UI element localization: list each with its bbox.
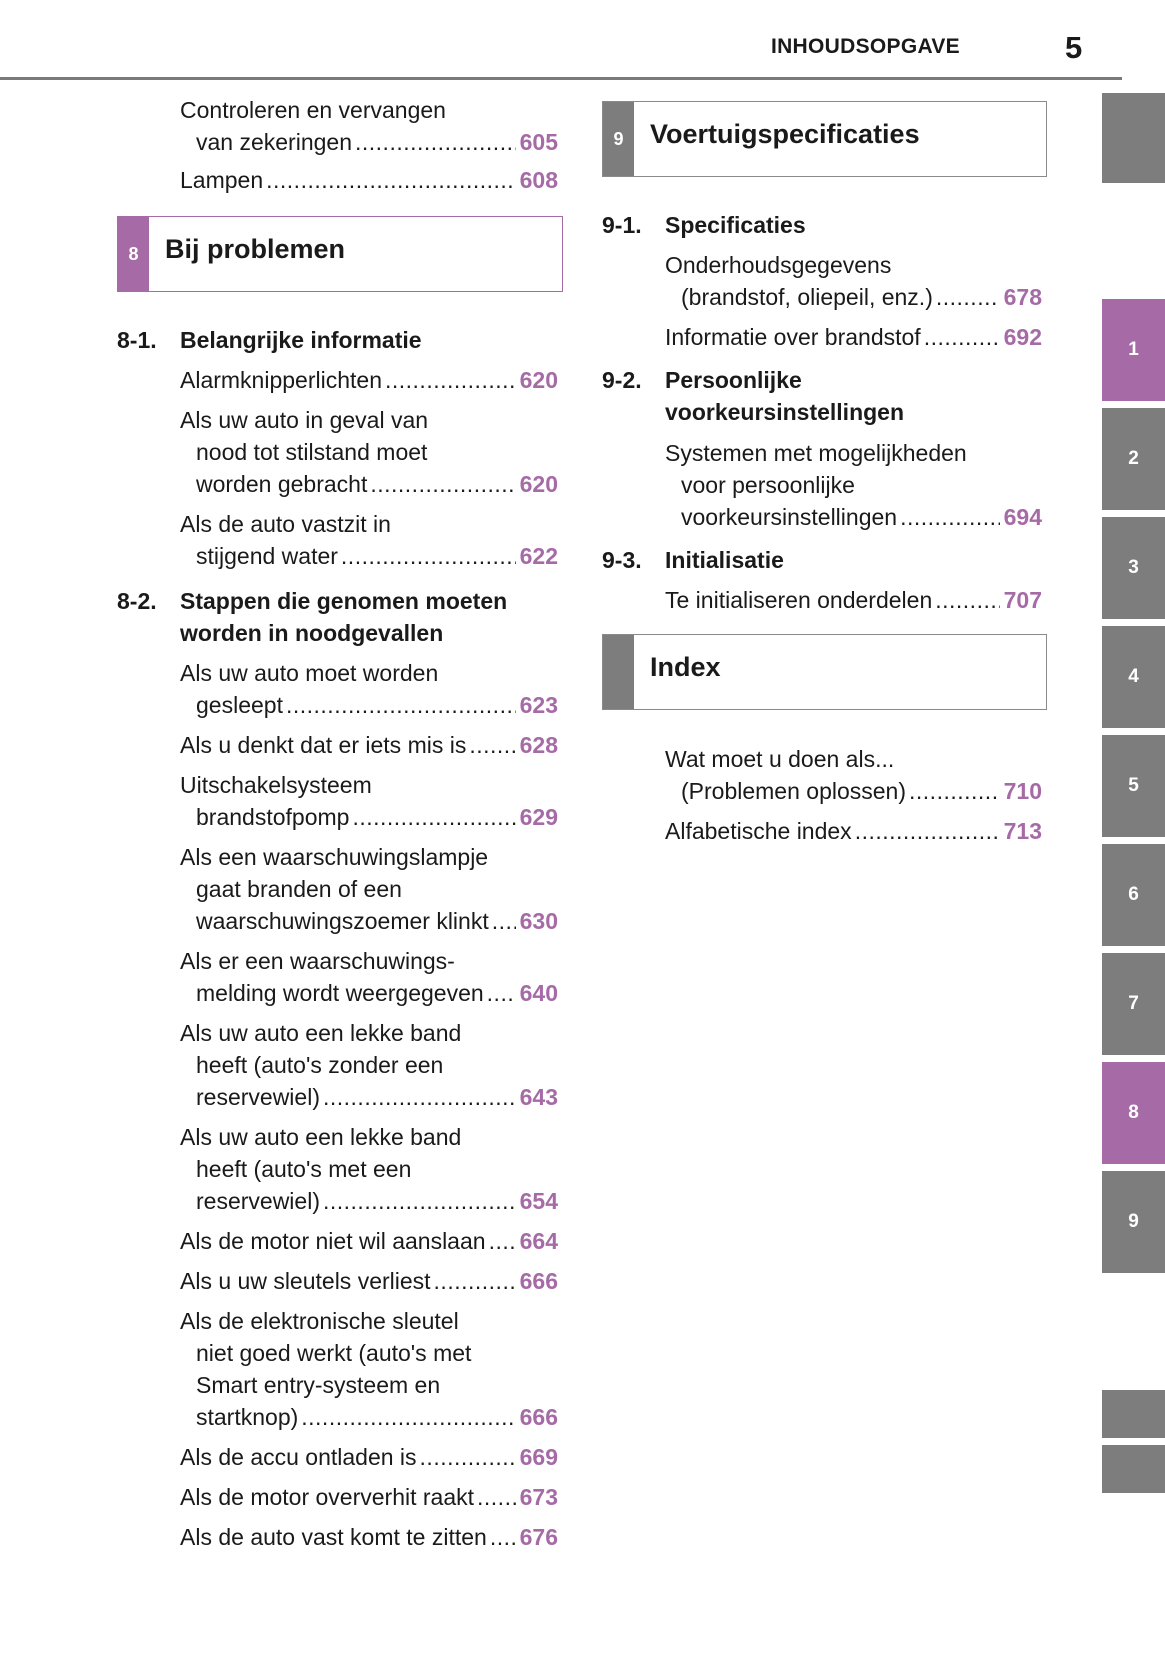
- toc-page-link[interactable]: 654: [519, 1188, 558, 1214]
- dot-leader: [487, 977, 516, 1009]
- toc-entry[interactable]: [180, 164, 558, 196]
- toc-page-link[interactable]: 676: [519, 1524, 558, 1550]
- toc-entry-line: niet goed werkt (auto's met: [196, 1340, 472, 1366]
- toc-entry-line: Smart entry-systeem en: [196, 1372, 441, 1398]
- section-heading-9-1[interactable]: [602, 209, 1042, 241]
- dot-leader: [492, 905, 516, 937]
- toc-entry[interactable]: [180, 94, 558, 158]
- side-tab-8[interactable]: 8: [1102, 1062, 1165, 1164]
- dot-leader: [935, 584, 999, 616]
- toc-entry-line: Controleren en vervangen: [180, 97, 446, 123]
- section-heading-9-2[interactable]: [602, 364, 1042, 428]
- toc-entry-line: heeft (auto's met een: [196, 1156, 412, 1182]
- dot-leader: [477, 1481, 516, 1513]
- toc-entry-label: Lampen: [180, 167, 264, 193]
- toc-page-link[interactable]: 666: [519, 1268, 558, 1294]
- toc-entry-label: Informatie over brandstof: [665, 324, 921, 350]
- toc-entry[interactable]: [665, 815, 1042, 847]
- section-heading-8-1[interactable]: [117, 324, 557, 356]
- side-tab-blank-bottom[interactable]: [1102, 1445, 1165, 1493]
- section-number: 9-2.: [602, 367, 642, 393]
- section-number: 8-1.: [117, 327, 157, 353]
- toc-page-link[interactable]: 630: [519, 908, 558, 934]
- toc-entry-line: gaat branden of een: [196, 876, 402, 902]
- chapter-number-tab: 9: [603, 102, 634, 176]
- toc-entry[interactable]: [665, 584, 1042, 616]
- toc-entry[interactable]: [180, 1265, 558, 1297]
- section-title-line: voorkeursinstellingen: [665, 399, 905, 425]
- toc-entry[interactable]: [180, 1441, 558, 1473]
- toc-page-link[interactable]: 678: [1003, 284, 1042, 310]
- toc-entry-label: startknop): [196, 1404, 299, 1430]
- toc-entry-last-line: [665, 281, 1042, 313]
- toc-entry-line: Systemen met mogelijkheden: [665, 440, 967, 466]
- side-tab-7[interactable]: 7: [1102, 953, 1165, 1055]
- dot-leader: [900, 501, 1000, 533]
- toc-entry-line: nood tot stilstand moet: [196, 439, 428, 465]
- toc-entry-line: Als de elektronische sleutel: [180, 1308, 459, 1334]
- section-number: 8-2.: [117, 588, 157, 614]
- toc-entry[interactable]: [180, 508, 558, 572]
- toc-entry-label: reservewiel): [196, 1188, 320, 1214]
- toc-entry-label: Als u uw sleutels verliest: [180, 1268, 431, 1294]
- header-title: INHOUDSOPGAVE: [770, 35, 960, 58]
- chapter-number-tab: 8: [118, 217, 149, 291]
- chapter-title: Voertuigspecificaties: [650, 119, 920, 149]
- section-number: 9-3.: [602, 547, 642, 573]
- header-rule: [0, 77, 1122, 80]
- toc-entry[interactable]: [180, 729, 558, 761]
- toc-entry-label: worden gebracht: [196, 471, 368, 497]
- section-heading-9-3[interactable]: [602, 544, 1042, 576]
- chapter-title: Bij problemen: [165, 234, 346, 264]
- toc-entry-last-line: [180, 905, 558, 937]
- toc-entry-last-line: [180, 801, 558, 833]
- toc-entry-label: Als de auto vast komt te zitten: [180, 1524, 487, 1550]
- toc-block-9-2: [665, 437, 1042, 533]
- toc-entry-line: Als er een waarschuwings-: [180, 948, 455, 974]
- toc-entry-last-line: [180, 1401, 558, 1433]
- dot-leader: [924, 321, 1000, 353]
- dot-leader: [370, 468, 515, 500]
- toc-entry[interactable]: [665, 437, 1042, 533]
- toc-page-link[interactable]: 628: [519, 732, 558, 758]
- toc-page-link[interactable]: 622: [519, 543, 558, 569]
- toc-entry[interactable]: [180, 841, 558, 937]
- toc-page-link[interactable]: 669: [519, 1444, 558, 1470]
- toc-entry-last-line: [180, 1081, 558, 1113]
- toc-entry-line: heeft (auto's zonder een: [196, 1052, 444, 1078]
- toc-entry[interactable]: [180, 1225, 558, 1257]
- toc-page-link[interactable]: 707: [1003, 587, 1042, 613]
- toc-entry-last-line: [180, 468, 558, 500]
- side-tab-4[interactable]: 4: [1102, 626, 1165, 728]
- toc-entry-line: Als uw auto een lekke band: [180, 1124, 462, 1150]
- dot-leader: [266, 164, 516, 196]
- index-chapter-header[interactable]: [602, 634, 1047, 710]
- chapter-tab: [603, 635, 634, 709]
- toc-entry-label: Als de motor oververhit raakt: [180, 1484, 475, 1510]
- toc-entry-label: waarschuwingszoemer klinkt: [196, 908, 489, 934]
- toc-entry-last-line: [180, 1185, 558, 1217]
- dot-leader: [286, 689, 516, 721]
- dot-leader: [420, 1441, 516, 1473]
- toc-entry-last-line: [665, 501, 1042, 533]
- side-tab-1[interactable]: 1: [1102, 299, 1165, 401]
- toc-entry-label: (Problemen oplossen): [681, 778, 907, 804]
- toc-entry-last-line: [180, 977, 558, 1009]
- section-heading-8-2[interactable]: [117, 585, 557, 649]
- toc-page-link[interactable]: 605: [519, 129, 558, 155]
- toc-page-link[interactable]: 710: [1003, 778, 1042, 804]
- toc-entry-last-line: [180, 689, 558, 721]
- toc-page-link[interactable]: 692: [1003, 324, 1042, 350]
- toc-block-index: [665, 743, 1042, 847]
- toc-entry-label: reservewiel): [196, 1084, 320, 1110]
- section-title-line: Persoonlijke: [665, 367, 802, 393]
- chapter-8-header[interactable]: [117, 216, 563, 292]
- toc-entry-label: brandstofpomp: [196, 804, 350, 830]
- dot-leader: [489, 1225, 516, 1257]
- toc-entry[interactable]: [180, 1481, 558, 1513]
- toc-entry[interactable]: [180, 404, 558, 500]
- toc-entry[interactable]: [665, 743, 1042, 807]
- side-tab-6[interactable]: 6: [1102, 844, 1165, 946]
- side-tab-5[interactable]: 5: [1102, 735, 1165, 837]
- toc-page-link[interactable]: 608: [519, 167, 558, 193]
- dot-leader: [936, 281, 1000, 313]
- toc-page-link[interactable]: 664: [519, 1228, 558, 1254]
- toc-page-link[interactable]: 620: [519, 471, 558, 497]
- toc-entry-last-line: [180, 540, 558, 572]
- toc-entry-line: Als uw auto een lekke band: [180, 1020, 462, 1046]
- side-tab-blank-top: [1102, 93, 1165, 183]
- toc-page-link[interactable]: 640: [519, 980, 558, 1006]
- toc-entry[interactable]: [665, 321, 1042, 353]
- toc-entry[interactable]: [180, 1305, 558, 1433]
- page-number: 5: [1065, 30, 1083, 65]
- toc-entry-label: Als u denkt dat er iets mis is: [180, 732, 467, 758]
- chapter-9-header[interactable]: [602, 101, 1047, 177]
- toc-entry-label: van zekeringen: [196, 129, 352, 155]
- toc-entry-line: Wat moet u doen als...: [665, 746, 895, 772]
- toc-entry-last-line: [180, 126, 558, 158]
- section-title: Specificaties: [665, 212, 806, 238]
- dot-leader: [469, 729, 515, 761]
- section-title: Initialisatie: [665, 547, 784, 573]
- toc-entry-last-line: [665, 775, 1042, 807]
- toc-entry-label: Alfabetische index: [665, 818, 852, 844]
- toc-entry[interactable]: [180, 945, 558, 1009]
- toc-entry-line: Als uw auto moet worden: [180, 660, 439, 686]
- dot-leader: [341, 540, 516, 572]
- toc-entry-line: Als de auto vastzit in: [180, 511, 391, 537]
- toc-entry-label: Als de motor niet wil aanslaan: [180, 1228, 486, 1254]
- toc-entry[interactable]: [180, 1017, 558, 1113]
- toc-page-link[interactable]: 643: [519, 1084, 558, 1110]
- toc-page-link[interactable]: 673: [519, 1484, 558, 1510]
- dot-leader: [909, 775, 1000, 807]
- dot-leader: [355, 126, 516, 158]
- dot-leader: [352, 801, 515, 833]
- toc-entry-label: melding wordt weergegeven: [196, 980, 484, 1006]
- dot-leader: [434, 1265, 516, 1297]
- side-tab-blank-lower[interactable]: [1102, 1390, 1165, 1438]
- dot-leader: [490, 1521, 516, 1553]
- section-number: 9-1.: [602, 212, 642, 238]
- dot-leader: [855, 815, 1000, 847]
- toc-page-link[interactable]: 629: [519, 804, 558, 830]
- toc-page-link[interactable]: 694: [1003, 504, 1042, 530]
- toc-entry-line: Uitschakelsysteem: [180, 772, 372, 798]
- toc-entry[interactable]: [180, 657, 558, 721]
- dot-leader: [385, 364, 516, 396]
- toc-entry-label: Als de accu ontladen is: [180, 1444, 417, 1470]
- toc-page-link[interactable]: 713: [1003, 818, 1042, 844]
- dot-leader: [323, 1081, 516, 1113]
- toc-entry-line: Onderhoudsgegevens: [665, 252, 892, 278]
- toc-entry-label: Te initialiseren onderdelen: [665, 587, 933, 613]
- toc-entry[interactable]: [180, 1121, 558, 1217]
- toc-block-9-3: [665, 584, 1042, 616]
- toc-entry-line: Als uw auto in geval van: [180, 407, 429, 433]
- toc-block-8-1: [180, 364, 558, 572]
- toc-entry[interactable]: [665, 249, 1042, 313]
- toc-entry-line: voor persoonlijke: [681, 472, 855, 498]
- toc-block-8-2: [180, 657, 558, 1553]
- dot-leader: [301, 1401, 515, 1433]
- toc-block-top: [180, 94, 558, 196]
- toc-entry[interactable]: [180, 1521, 558, 1553]
- toc-entry-label: Alarmknipperlichten: [180, 367, 382, 393]
- toc-entry-label: voorkeursinstellingen: [681, 504, 898, 530]
- toc-entry-line: Als een waarschuwingslampje: [180, 844, 489, 870]
- toc-page-link[interactable]: 620: [519, 367, 558, 393]
- toc-page-link[interactable]: 623: [519, 692, 558, 718]
- toc-entry[interactable]: [180, 364, 558, 396]
- side-tab-2[interactable]: 2: [1102, 408, 1165, 510]
- section-title: Belangrijke informatie: [180, 327, 422, 353]
- toc-entry[interactable]: [180, 769, 558, 833]
- section-title-line: Stappen die genomen moeten: [180, 588, 508, 614]
- section-title-line: worden in noodgevallen: [180, 620, 444, 646]
- toc-entry-label: stijgend water: [196, 543, 338, 569]
- toc-entry-label: (brandstof, oliepeil, enz.): [681, 284, 933, 310]
- chapter-title: Index: [650, 652, 721, 682]
- toc-page-link[interactable]: 666: [519, 1404, 558, 1430]
- dot-leader: [323, 1185, 516, 1217]
- side-tab-9[interactable]: 9: [1102, 1171, 1165, 1273]
- toc-entry-label: gesleept: [196, 692, 283, 718]
- side-tab-3[interactable]: 3: [1102, 517, 1165, 619]
- toc-block-9-1: [665, 249, 1042, 353]
